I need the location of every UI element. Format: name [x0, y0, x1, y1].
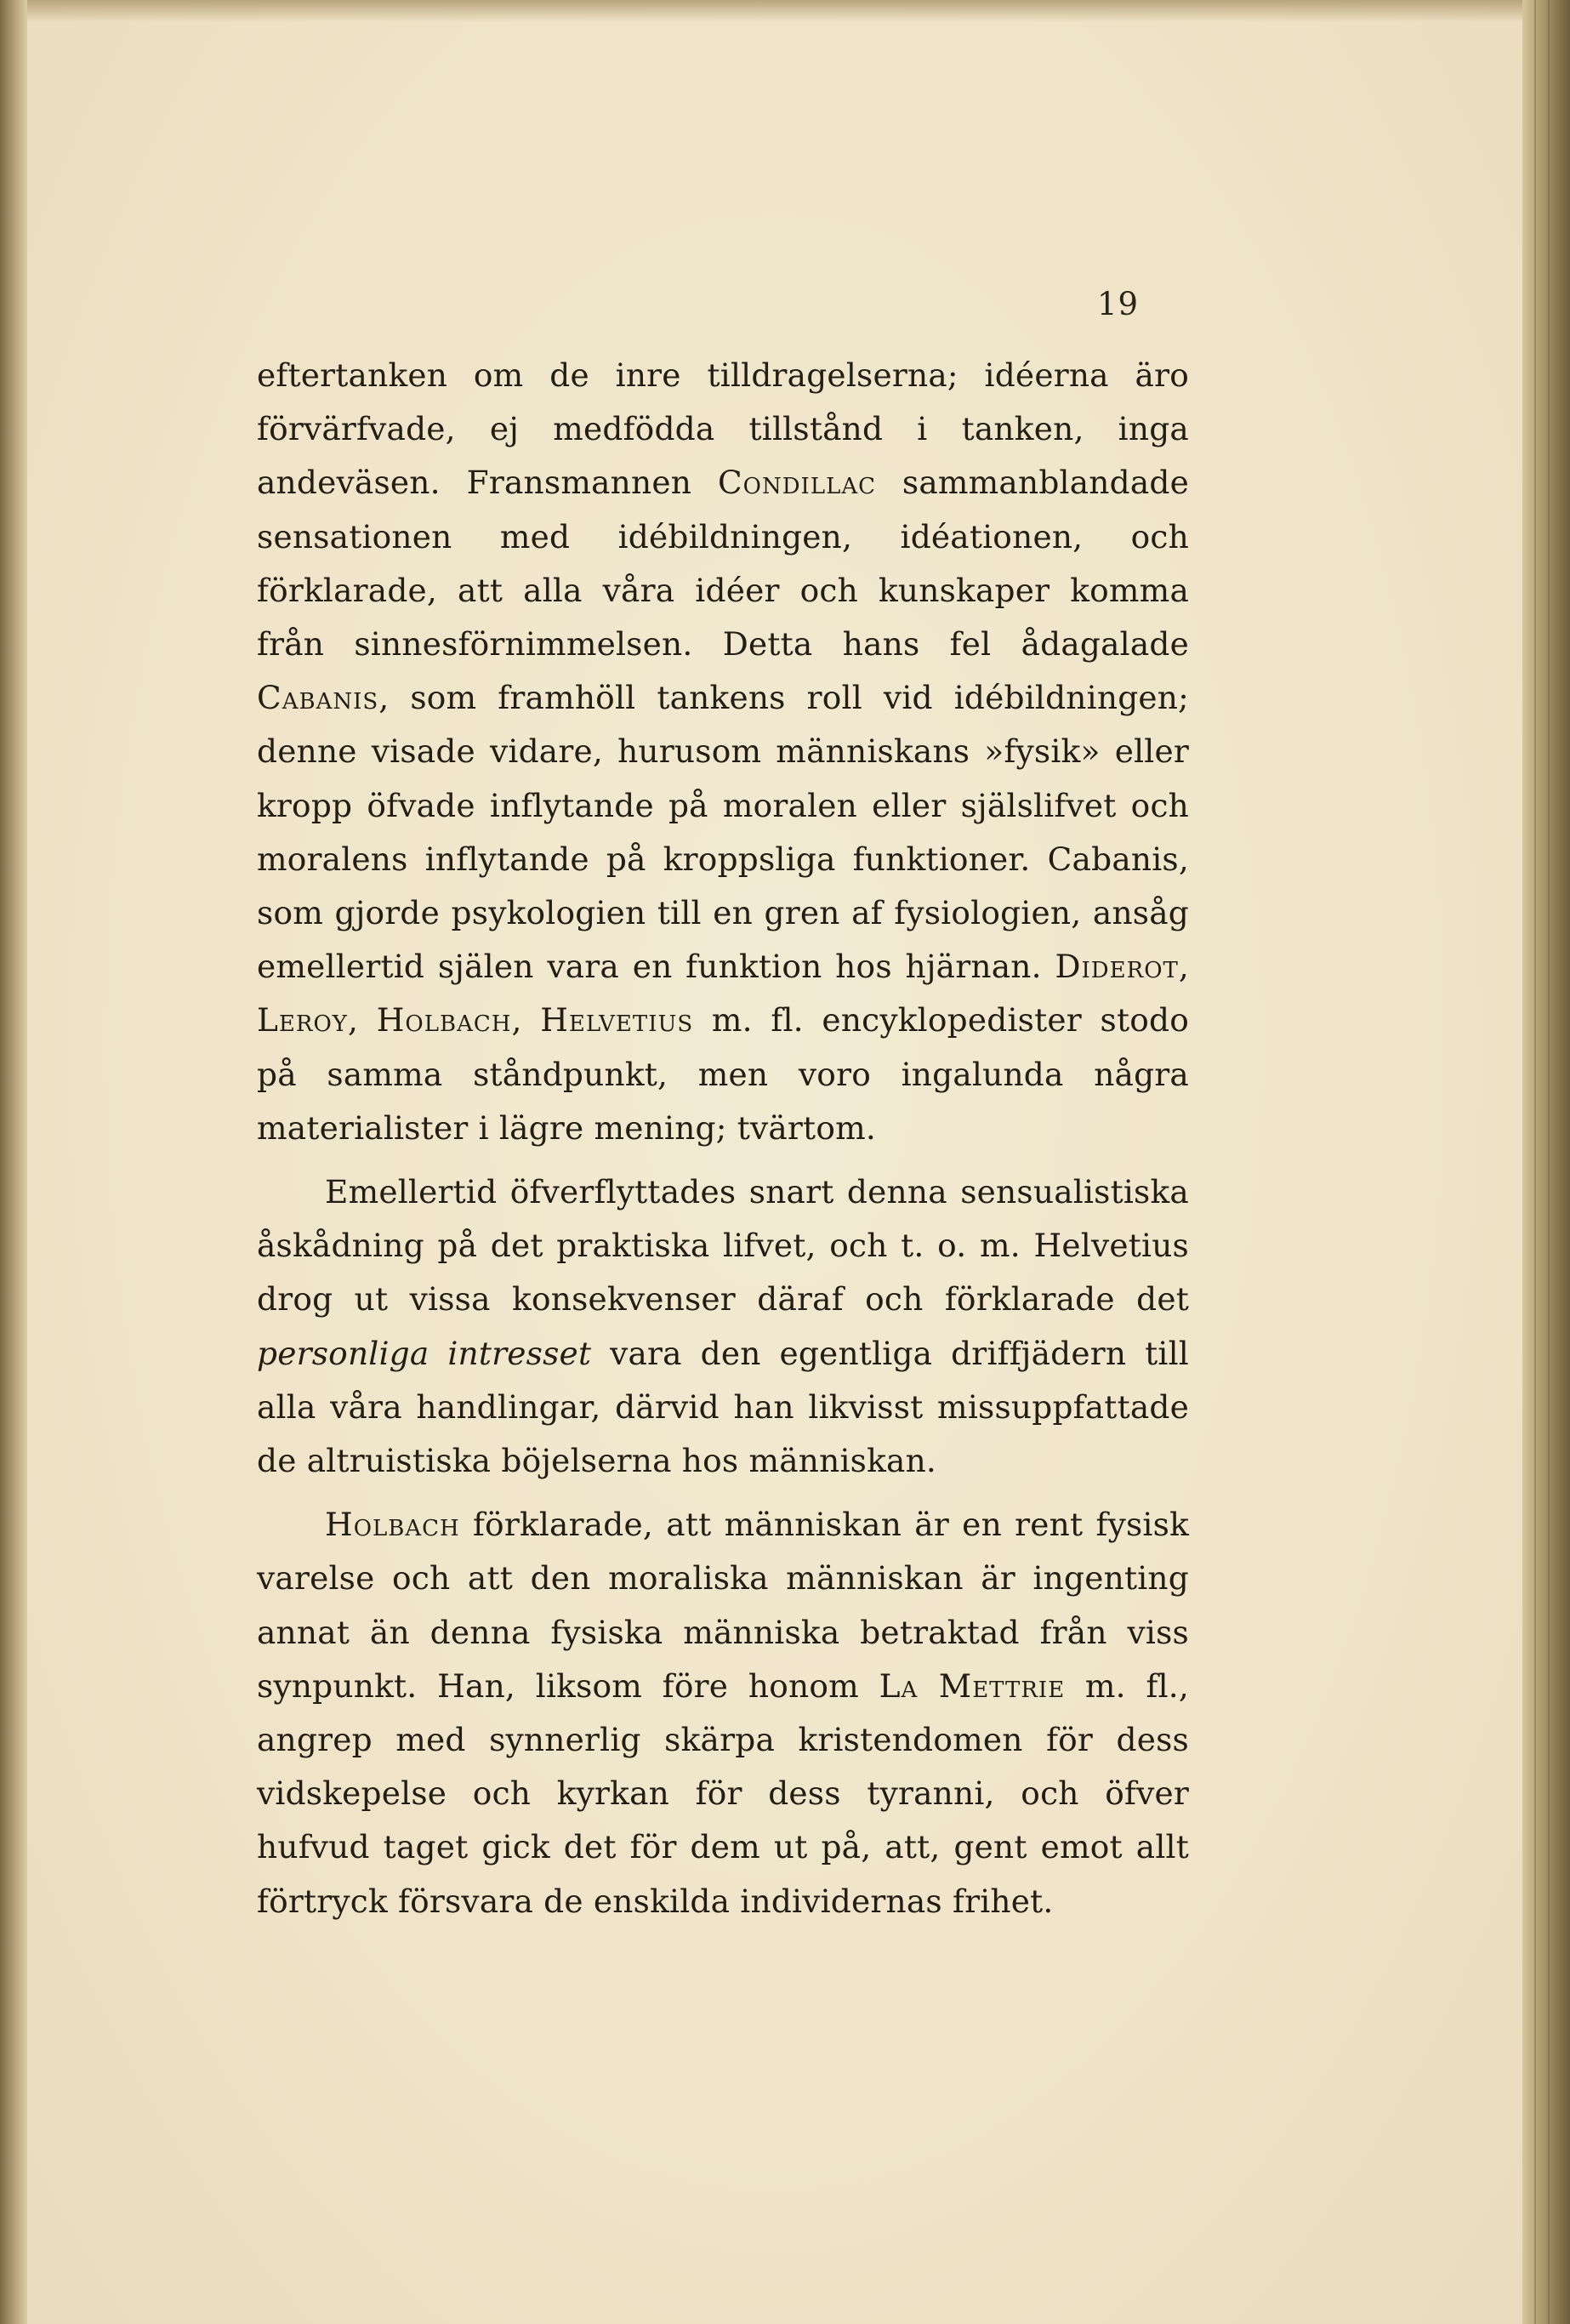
text-run: vara den egentliga driffjädern till alla våra handlingar, därvid han likvisst missuppfattade de altruistiska böjelserna hos människan. — [257, 1334, 1189, 1480]
text-run: sammanblandade sensationen med idébildningen, idéationen, och förklarade, att alla våra idéer och kunskaper komma från sinnesförnimmelsen. Detta hans fel ådagalade — [257, 464, 1189, 664]
person-name: Helvetius — [540, 1001, 694, 1040]
text-run: m. fl. encyklopedister stodo på samma ståndpunkt, men voro ingalunda några materialister i lägre mening; tvärtom. — [257, 1001, 1189, 1147]
text-run: Emellertid öfverflyttades snart denna sensualistiska åskådning på det praktiska lifvet, och t. o. m. Helvetius drog ut vissa konsekvenser däraf och förklarade det — [257, 1173, 1189, 1319]
paragraph-2 — [257, 1165, 1189, 1488]
book-page — [27, 0, 1522, 2324]
text-run: eftertanken om de inre tilldragelserna; idéerna äro förvärfvade, ej medfödda tillstånd i tanken, inga andeväsen. Fransmannen — [257, 356, 1189, 502]
person-name: Cabanis — [257, 679, 379, 717]
page-edges-right — [1522, 0, 1570, 2324]
text-run: , — [1178, 948, 1189, 986]
page-gutter-left — [0, 0, 27, 2324]
person-name: Condillac — [717, 464, 877, 502]
person-name: Holbach — [376, 1001, 512, 1040]
page-top-shadow — [27, 0, 1522, 22]
person-name: Diderot — [1055, 948, 1179, 986]
text-run: förklarade, att människan är en rent fysisk varelse och att den moraliska människan är ingenting annat än denna fysiska människa betraktad från viss synpunkt. Han, liksom före honom — [257, 1506, 1189, 1705]
person-name: La Mettrie — [879, 1666, 1066, 1705]
emphasized-text: personliga intresset — [257, 1334, 592, 1372]
paragraph-1 — [257, 349, 1189, 1155]
text-run: , som framhöll tankens roll vid idébildningen; denne visade vidare, hurusom människans »fysik» eller kropp öfvade inflytande på moralen eller själslifvet och moralens inflytande på kroppsliga funktioner. Cabanis, som gjorde psykologien till en gren af fysiologien, ansåg emellertid själen vara en funktion hos hjärnan. — [257, 679, 1189, 986]
text-run: , — [347, 1001, 377, 1040]
text-run: m. fl., angrep med synnerlig skärpa kristendomen för dess vidskepelse och kyrkan för dess tyranni, och öfver hufvud taget gick det för dem ut på, att, gent emot allt förtryck försvara de enskilda individernas frihet. — [257, 1666, 1190, 1920]
person-name: Holbach — [325, 1506, 460, 1544]
paragraph-3 — [257, 1498, 1189, 1928]
text-run: , — [511, 1001, 541, 1040]
page-number: 19 — [1097, 286, 1140, 322]
body-text — [257, 349, 1189, 1928]
person-name: Leroy — [257, 1001, 348, 1040]
